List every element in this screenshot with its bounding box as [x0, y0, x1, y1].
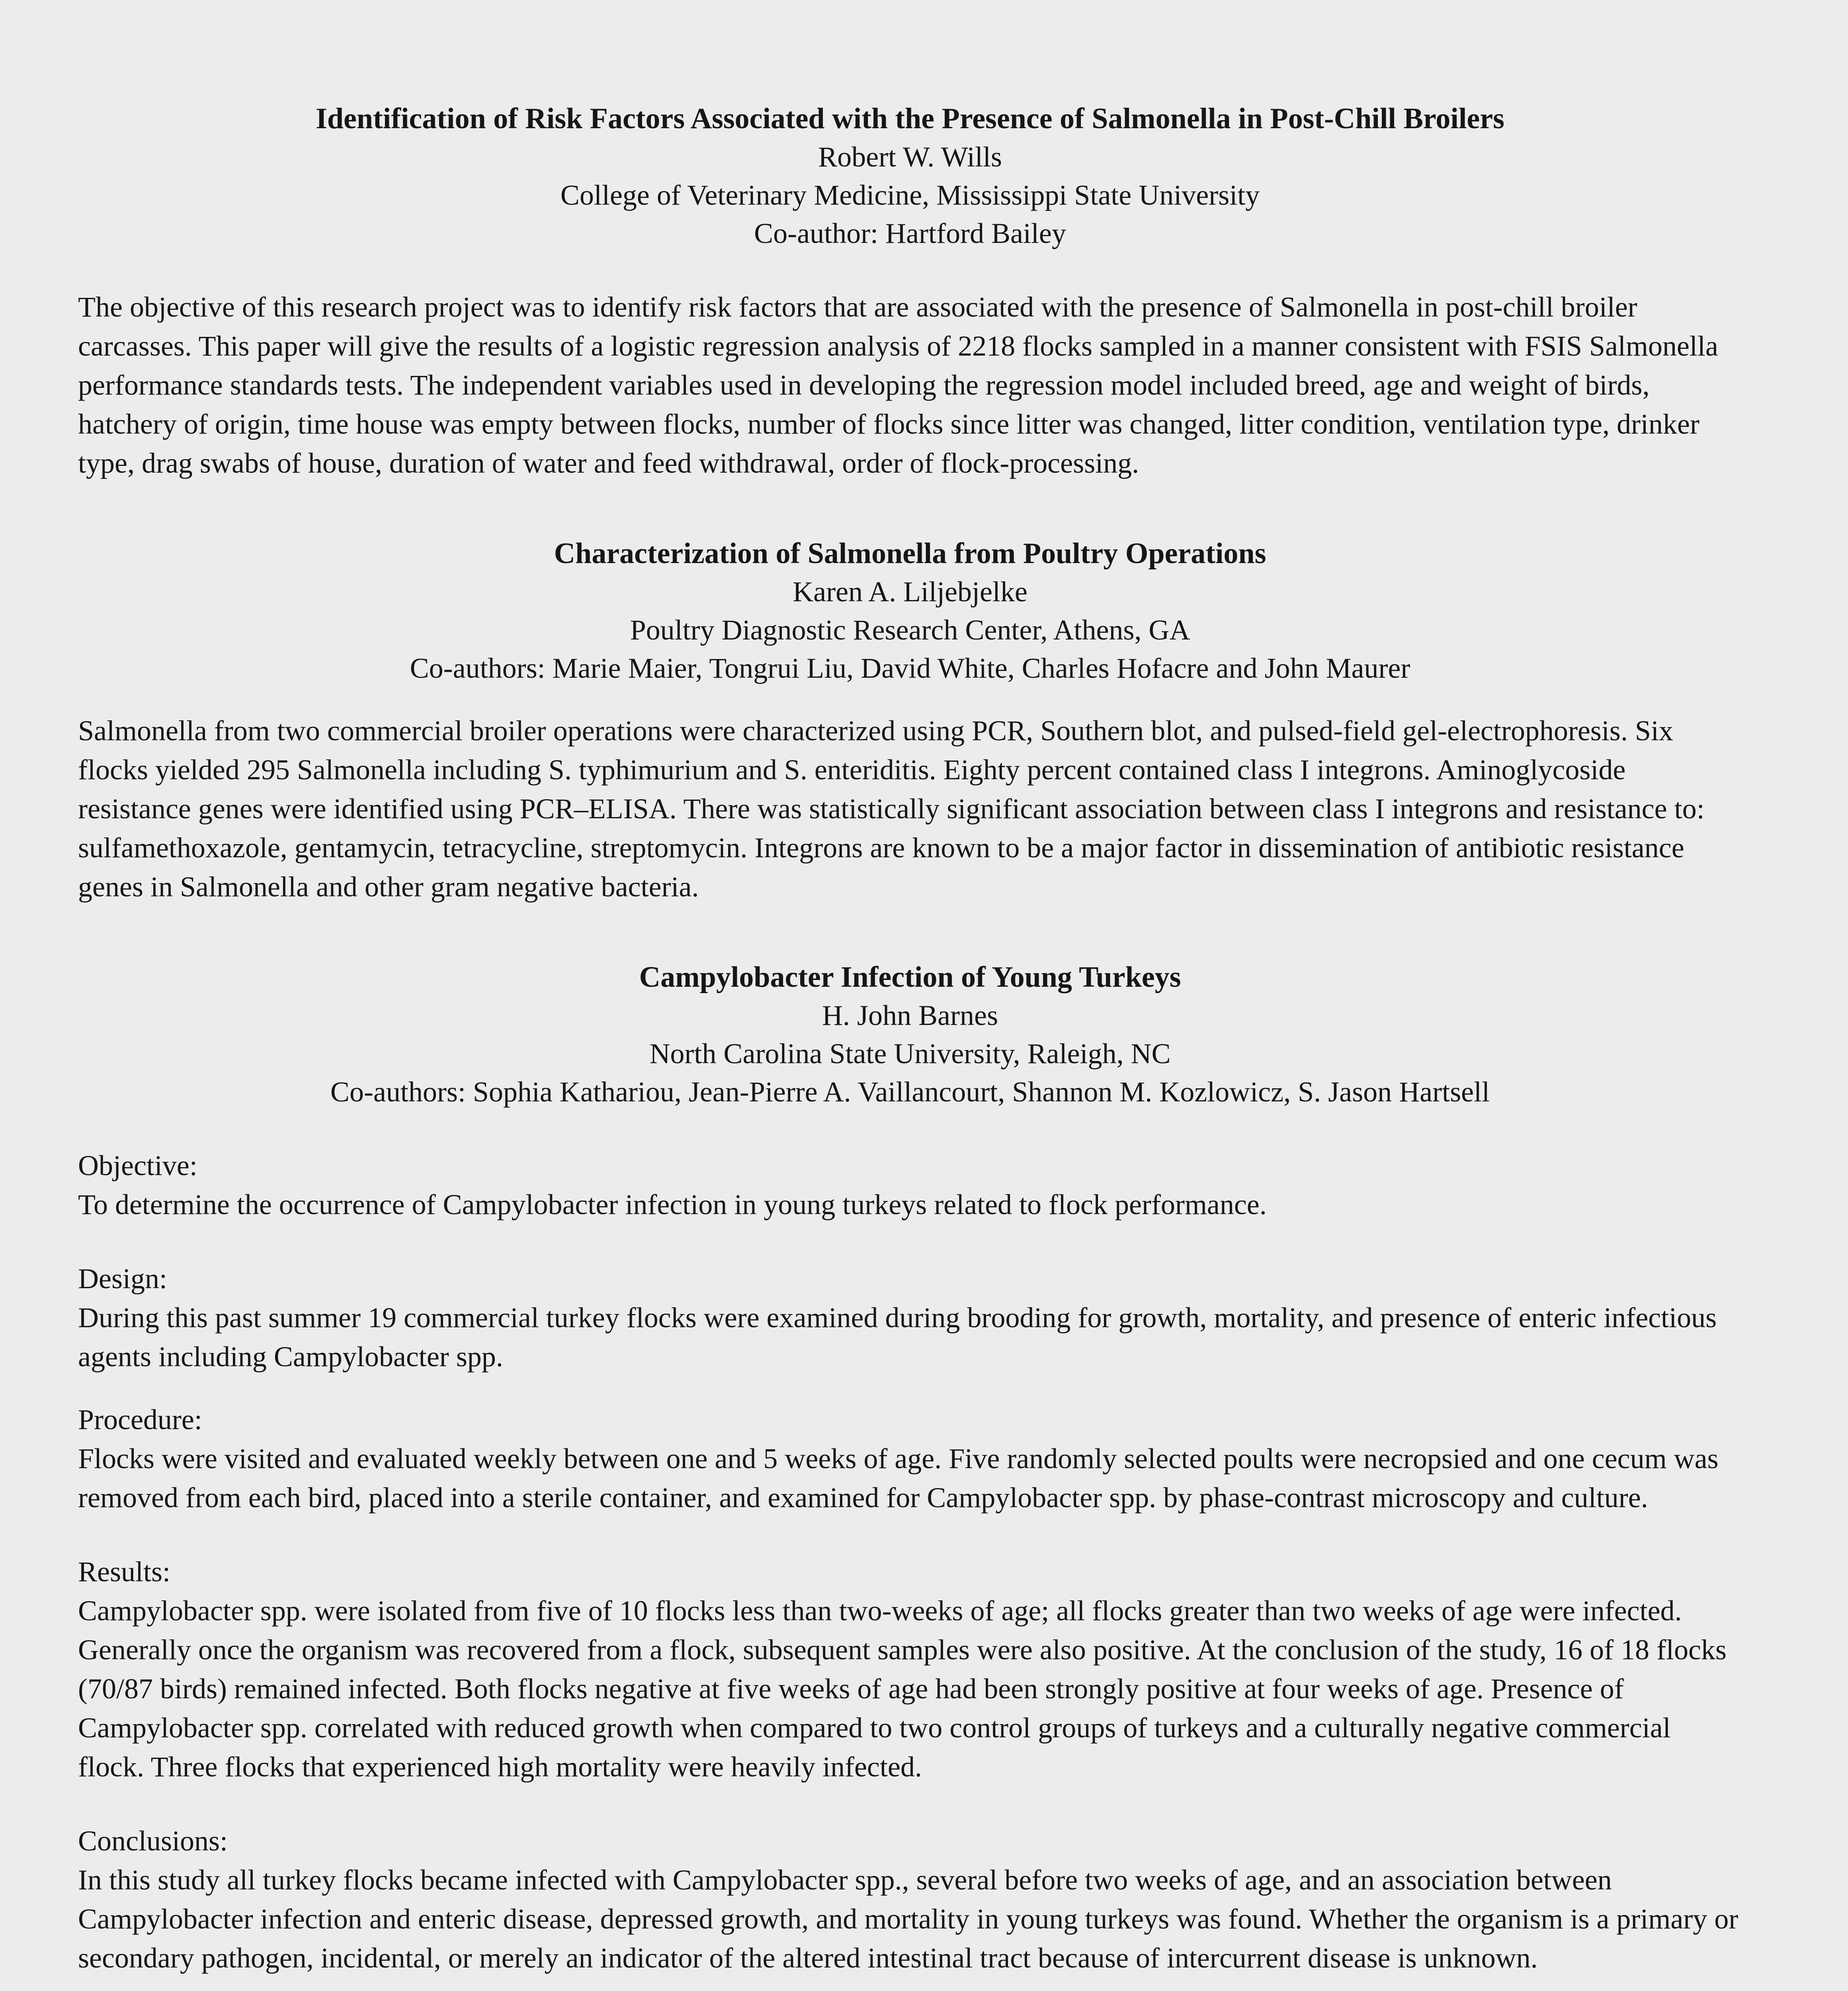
abstract-affiliation: College of Veterinary Medicine, Mississippi State University [560, 179, 1260, 211]
abstract-affiliation: Poultry Diagnostic Research Center, Athens, GA [630, 614, 1190, 646]
section-label: Procedure: [78, 1404, 202, 1436]
abstract-author: Karen A. Liljebjelke [793, 576, 1028, 608]
abstract-body: The objective of this research project was to identify risk factors that are associated with the presence of Salmonella in post-chill broiler carcasses. This paper will give the results of a logistic regression analysis of 2218 flocks sampled in a manner consistent with FSIS Salmonella performance standards tests. The independent variables used in developing the regression model included breed, age and weight of birds, hatchery of origin, time house was empty between flocks, number of flocks since litter was changed, litter condition, ventilation type, drinker type, drag swabs of house, duration of water and feed withdrawal, order of flock-processing. [78, 291, 1718, 479]
section-text: Flocks were visited and evaluated weekly between one and 5 weeks of age. Five randomly selected poults were necropsied and one cecum was removed from each bird, placed into a sterile container, and examined for Campylobacter spp. by phase-contrast microscopy and culture. [78, 1443, 1719, 1514]
abstract-campylobacter-turkeys [78, 958, 1742, 1977]
abstract-coauthors: Co-author: Hartford Bailey [754, 217, 1066, 249]
abstract-affiliation: North Carolina State University, Raleigh, NC [649, 1038, 1171, 1070]
section-text: During this past summer 19 commercial turkey flocks were examined during brooding for growth, mortality, and presence of enteric infectious agents including Campylobacter spp. [78, 1302, 1717, 1373]
abstract-coauthors: Co-authors: Marie Maier, Tongrui Liu, David White, Charles Hofacre and John Maurer [410, 652, 1410, 684]
section-procedure [78, 1400, 1742, 1517]
abstract-risk-factors-salmonella [78, 100, 1742, 483]
section-text: To determine the occurrence of Campylobacter infection in young turkeys related to flock performance. [78, 1189, 1267, 1220]
abstract-body: Salmonella from two commercial broiler operations were characterized using PCR, Southern blot, and pulsed-field gel-electrophoresis. Six flocks yielded 295 Salmonella including S. typhimurium and S. enteriditis. Eighty percent contained class I integrons. Aminoglycoside resistance genes were identified using PCR–ELISA. There was statistically significant association between class I integrons and resistance to: sulfamethoxazole, gentamycin, tetracycline, streptomycin. Integrons are known to be a major factor in dissemination of antibiotic resistance genes in Salmonella and other gram negative bacteria. [78, 715, 1705, 903]
abstract-characterization-salmonella [78, 534, 1742, 906]
section-label: Conclusions: [78, 1825, 228, 1857]
page-content [78, 100, 1742, 1977]
section-text: In this study all turkey flocks became infected with Campylobacter spp., several before two weeks of age, and an association between Campylobacter infection and enteric disease, depressed growth, and mortality in young turkeys was found. Whether the organism is a primary or secondary pathogen, incidental, or merely an indicator of the altered intestinal tract because of intercurrent disease is unknown. [78, 1864, 1739, 1974]
abstract-title: Identification of Risk Factors Associated with the Presence of Salmonella in Post-Chill Broilers [316, 102, 1504, 135]
section-label: Results: [78, 1556, 171, 1588]
abstract-coauthors: Co-authors: Sophia Kathariou, Jean-Pierre A. Vaillancourt, Shannon M. Kozlowicz, S. Jason Hartsell [330, 1076, 1490, 1108]
section-results [78, 1552, 1742, 1786]
section-objective [78, 1146, 1742, 1224]
section-text: Campylobacter spp. were isolated from five of 10 flocks less than two-weeks of age; all flocks greater than two weeks of age were infected. Generally once the organism was recovered from a flock, subsequent samples were also positive. At the conclusion of the study, 16 of 18 flocks (70/87 birds) remained infected. Both flocks negative at five weeks of age had been strongly positive at four weeks of age. Presence of Campylobacter spp. correlated with reduced growth when compared to two control groups of turkeys and a culturally negative commercial flock. Three flocks that experienced high mortality were heavily infected. [78, 1595, 1727, 1783]
abstract-title: Characterization of Salmonella from Poultry Operations [554, 537, 1266, 570]
abstract-title: Campylobacter Infection of Young Turkeys [639, 961, 1181, 994]
abstract-author: H. John Barnes [822, 999, 998, 1031]
section-label: Objective: [78, 1150, 197, 1181]
section-label: Design: [78, 1263, 167, 1295]
section-design [78, 1259, 1742, 1376]
section-conclusions [78, 1821, 1742, 1977]
abstract-author: Robert W. Wills [818, 141, 1002, 173]
